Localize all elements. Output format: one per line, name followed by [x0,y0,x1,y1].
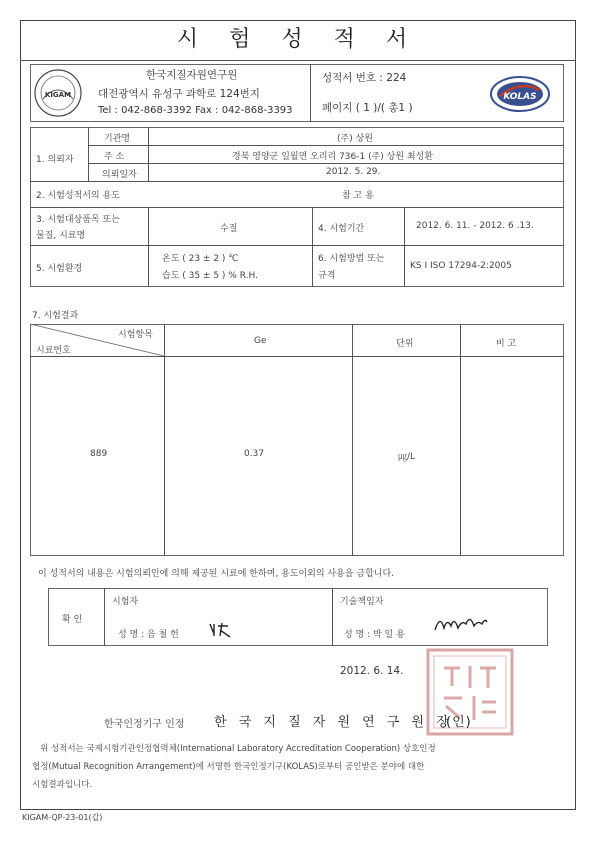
org-address: 대전광역시 유성구 과학로 124번지 [98,88,260,100]
signoff-small: 한국인정기구 인정 [104,719,185,730]
environment-label: 5. 시험환경 [36,264,83,274]
footnote-line-2: 협정(Mutual Recognition Arrangement)에 서명한 한국인정기구(KOLAS)로부터 공인받은 분야에 대한 [32,762,425,772]
org-name: 한국지질자원연구원 [146,69,238,81]
form-code: KIGAM-QP-23-01(갑) [22,813,103,822]
divider [30,207,564,208]
target-label-line2: 물질, 시료명 [36,231,86,241]
kigam-logo-icon [30,67,86,119]
target-label-line1: 3. 시험대상품목 또는 [36,215,120,225]
divider [460,324,461,556]
tester-signature-icon [208,620,234,640]
divider [20,60,576,61]
header-unit: 단위 [396,339,414,349]
divider [164,324,165,556]
page-number: 페이지 ( 1 )/( 총1 ) [322,102,413,114]
ge-value: 0.37 [244,449,265,459]
divider [88,163,564,164]
confirm-label: 확 인 [62,615,83,625]
date-value: 2012. 5. 29. [326,167,381,177]
address-value: 경북 영양군 일월면 오리리 736-1 (주) 상원 최성환 [232,152,433,162]
divider [88,127,89,181]
divider [148,127,149,181]
method-value: KS I ISO 17294-2:2005 [410,261,512,271]
temperature-value: 온도 ( 23 ± 2 ) ℃ [162,254,239,264]
divider [88,145,564,146]
unit-value: ㎍/L [398,452,416,462]
divider [30,356,564,357]
period-value: 2012. 6. 11. - 2012. 6 .13. [416,221,534,231]
header-ge: Ge [254,336,267,346]
manager-name: 성 명 : 박 일 용 [344,630,405,640]
divider [104,588,105,646]
header-sample-no: 시료번호 [36,346,71,356]
period-label: 4. 시험기간 [318,224,365,234]
humidity-value: 습도 ( 35 ± 5 ) % R.H. [162,271,258,281]
results-table [30,324,564,556]
address-label: 주 소 [104,152,125,162]
org-tel-fax: Tel : 042-868-3392 Fax : 042-868-3393 [98,105,293,116]
divider [310,64,311,122]
divider [30,245,564,246]
header-note: 비 고 [496,339,517,349]
org-label: 기관명 [104,134,131,144]
divider [148,207,149,287]
client-section-label: 1. 의뢰자 [36,155,74,165]
method-label-line1: 6. 시험방법 또는 [318,254,385,264]
signoff-seal-mark: (인) [446,715,472,730]
kolas-logo-icon [488,74,552,114]
method-label-line2: 규격 [318,271,336,281]
header-test-item: 시험항목 [118,330,153,340]
kigam-logo-label: KIGAM [44,91,72,99]
report-number: 성적서 번호 : 224 [322,72,407,84]
kolas-logo-label: KOLAS [503,92,537,102]
usage-notice: 이 성적서의 내용은 시험의뢰인에 의해 제공된 시료에 한하며, 용도이외의 사용을 금합니다. [38,569,395,579]
divider [352,324,353,556]
sample-number: 889 [90,449,108,459]
manager-label: 기술책임자 [340,597,384,607]
org-value: (주) 상원 [337,134,373,144]
purpose-value: 참 고 용 [342,191,374,201]
tester-name: 성 명 : 음 철 헌 [118,630,179,640]
issue-date: 2012. 6. 14. [340,665,404,677]
divider [312,207,313,287]
document-title: 시 험 성 적 서 [176,27,420,52]
manager-signature-icon [432,612,490,638]
tester-label: 시험자 [112,597,139,607]
target-value: 수질 [220,224,238,234]
divider [332,588,333,646]
footnote-line-3: 시험결과입니다. [32,780,93,790]
results-section-label: 7. 시험결과 [32,311,79,321]
footnote-line-1: 위 성적서는 국제시험기관인정협력체(International Laboratory Accreditation Cooperation) 상호인정 [40,744,436,754]
divider [30,181,564,182]
signoff-org-head: 한 국 지 질 자 원 연 구 원 장 [214,715,453,730]
divider [404,207,405,287]
purpose-label: 2. 시험성적서의 용도 [36,191,120,201]
date-label: 의뢰일자 [102,170,137,180]
